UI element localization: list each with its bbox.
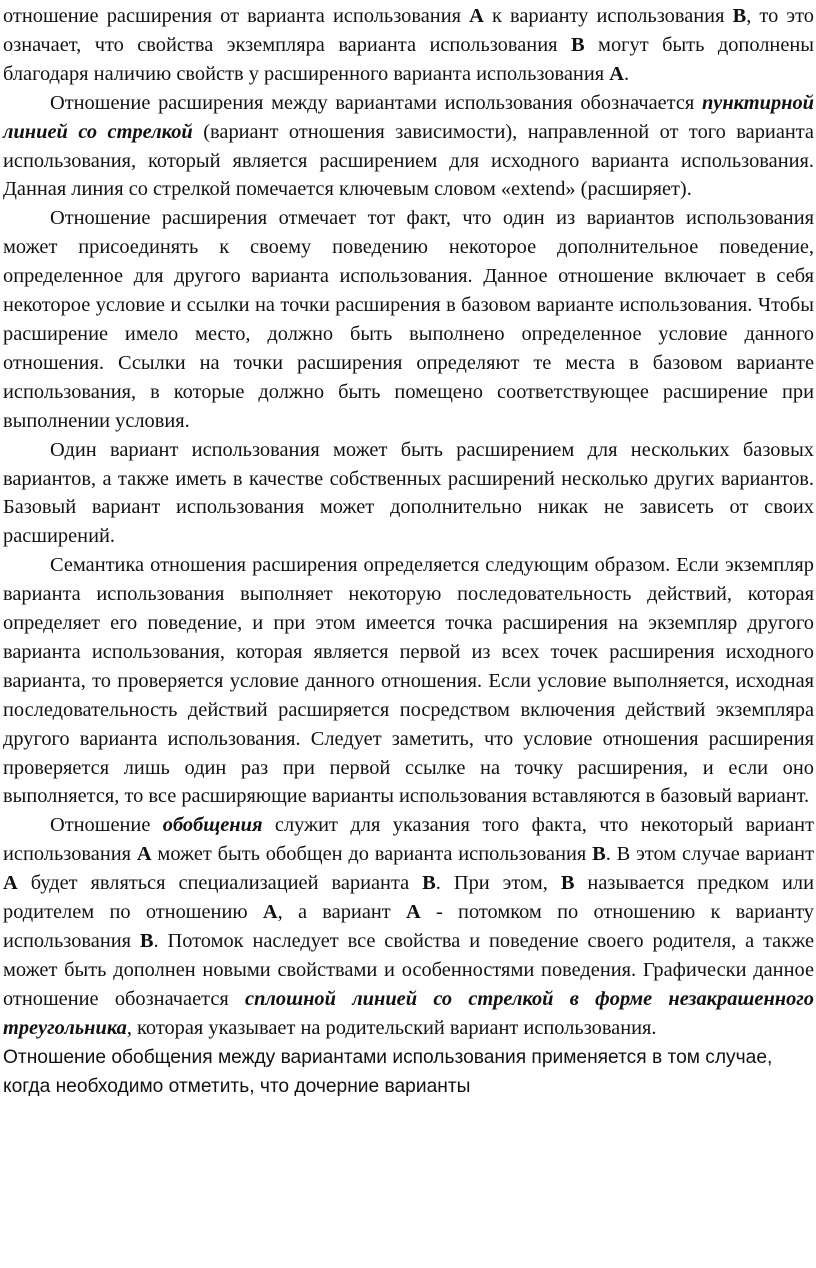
text-run: , которая указывает на родительский вариант использования. — [126, 1016, 657, 1039]
text-run: называется предком или родителем по отношению — [3, 872, 815, 924]
text-run: Семантика отношения расширения определяется следующим образом. Если экземпляр варианта использования выполняет некоторую последовательность действий, которая определяет его поведение, и при этом имеется точка расширения на экземпляр другого варианта использования, которая является первой из всех точек расширения исходного варианта, то проверяется условие данного отношения. Если условие выполняется, исходная последовательность действий расширяется посредством включения действий экземпляра другого варианта использования. Следует заметить, что условие отношения расширения проверяется лишь один раз при первой ссылке на точку расширения, и если оно выполняется, то все расширяющие варианты использования вставляются в базовый вариант. — [3, 554, 814, 808]
text-run: - потомком по отношению к варианту использования — [3, 901, 814, 952]
text-run: Отношение — [50, 814, 163, 837]
bold-term: В — [139, 930, 154, 952]
bold-term: В — [422, 872, 436, 895]
emphasized-term: сплошной линией со стрелкой в форме незакрашенного треугольника — [3, 987, 814, 1039]
bold-term: А — [405, 901, 421, 924]
text-run: Отношение расширения отмечает тот факт, что один из вариантов использования может присоединять к своему поведению некоторое дополнительное поведение, определенное для другого варианта использования. Данное отношение включает в себя некоторое условие и ссылки на точки расширения в базовом варианте использования. Чтобы расширение имело место, должно быть выполнено определенное условие данного отношения. Ссылки на точки расширения определяют те места в базовом варианте использования, в которые должно быть помещено соответствующее расширение при выполнении условия. — [3, 207, 814, 432]
text-run: отношение расширения от варианта использования — [3, 5, 470, 27]
text-run: Отношение расширения между вариантами использования обозначается — [50, 91, 702, 114]
text-run: , то это означает, что свойства экземпляра варианта использования — [3, 5, 814, 56]
text-run: к варианту использования — [483, 5, 733, 27]
bold-term: В — [570, 33, 585, 56]
bold-term: А — [136, 843, 152, 866]
text-run: . — [623, 62, 630, 85]
paragraph-2 — [3, 89, 814, 205]
bold-term: А — [469, 5, 484, 27]
bold-term: В — [592, 843, 606, 866]
text-run: может быть обобщен до варианта использования — [151, 843, 593, 866]
text-run: . В этом случае вариант — [605, 843, 815, 866]
continuation-text: Отношение обобщения между вариантами использования применяется в том случае, когда необходимо отметить, что дочерние варианты — [3, 1046, 773, 1098]
text-run: могут быть дополнены благодаря наличию свойств у расширенного варианта использования — [3, 33, 814, 85]
emphasized-term: пунктирной линией со стрелкой — [3, 91, 814, 143]
bold-term: А — [262, 901, 278, 924]
bold-term: А — [3, 872, 18, 895]
paragraph-3 — [3, 204, 814, 435]
text-run: . При этом, — [435, 872, 561, 895]
text-run: служит для указания того факта, что некоторый вариант использования — [3, 814, 814, 866]
text-run: , а вариант — [277, 901, 406, 924]
paragraph-4 — [3, 436, 814, 552]
text-run: будет являться специализацией варианта — [17, 872, 423, 895]
emphasized-term: обобщения — [162, 814, 263, 837]
paragraph-6 — [3, 811, 814, 1042]
bold-term: В — [560, 872, 575, 895]
paragraph-1 — [3, 2, 814, 89]
text-run: Один вариант использования может быть расширением для нескольких базовых вариантов, а также иметь в качестве собственных расширений несколько других вариантов. Базовый вариант использования может дополнительно никак не зависеть от своих расширений. — [3, 438, 814, 548]
bold-term: В — [732, 5, 747, 27]
paragraph-5 — [3, 551, 814, 811]
text-run: . Потомок наследует все свойства и поведение своего родителя, а также может быть дополнен новыми свойствами и особенностями поведения. Графически данное отношение обозначается — [3, 930, 814, 1010]
text-run: (вариант отношения зависимости), направленной от того варианта использования, который является расширением для исходного варианта использования. Данная линия со стрелкой помечается ключевым словом «extend» (расширяет). — [3, 120, 814, 201]
bold-term: А — [609, 62, 624, 85]
